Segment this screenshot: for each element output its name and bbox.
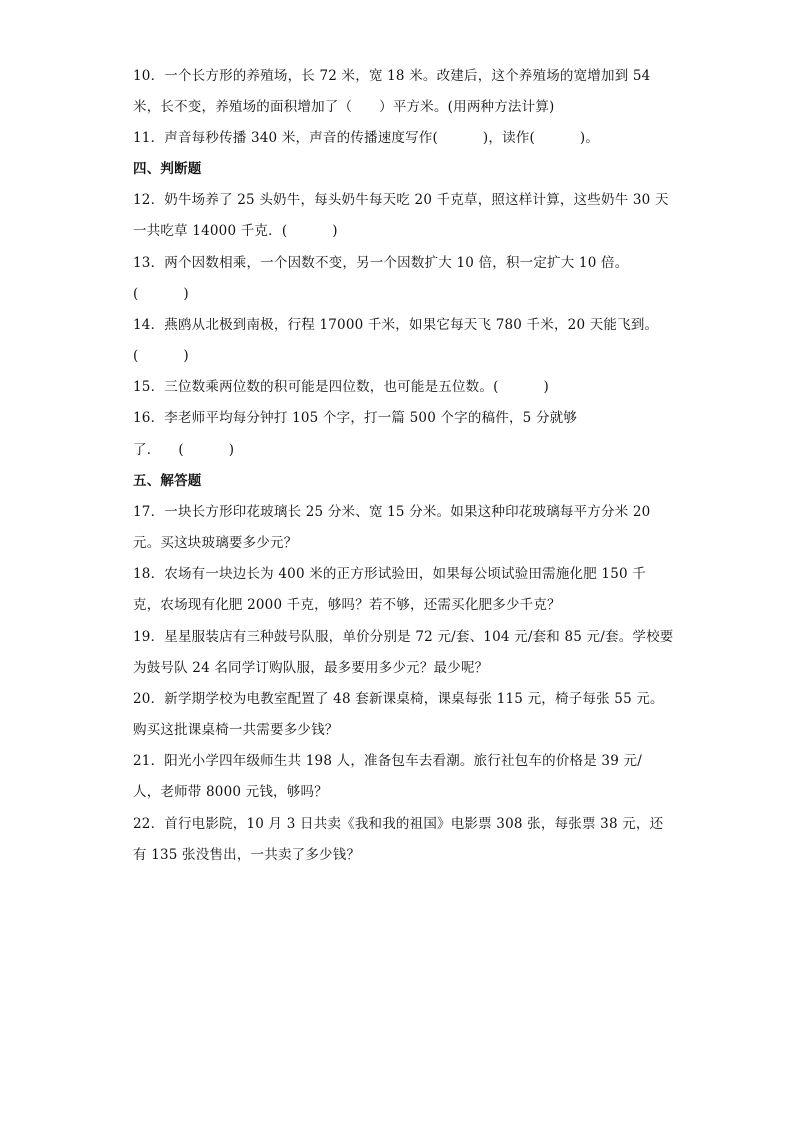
q15-line1: 15．三位数乘两位数的积可能是四位数，也可能是五位数。( ) <box>133 379 549 395</box>
q16-line1: 16．李老师平均每分钟打 105 个字，打一篇 500 个字的稿件，5 分就够 <box>133 410 578 426</box>
q17-line2: 元。买这块玻璃要多少元？ <box>133 535 298 551</box>
q22-line2: 有 135 张没售出，一共卖了多少钱？ <box>133 847 361 863</box>
q12-line2: 一共吃草 14000 千克．( ) <box>133 223 338 239</box>
q10-line2: 米，长不变，养殖场的面积增加了（ ）平方米。(用两种方法计算) <box>133 99 555 115</box>
q13-line1: 13．两个因数相乘，一个因数不变，另一个因数扩大 10 倍，积一定扩大 10 倍。 <box>133 255 629 271</box>
q10-line1: 10．一个长方形的养殖场，长 72 米，宽 18 米。改建后，这个养殖场的宽增加到 54 <box>133 68 651 84</box>
q18-line2: 克，农场现有化肥 2000 千克，够吗？若不够，还需买化肥多少千克？ <box>133 597 561 613</box>
section-heading-answers: 五、解答题 <box>133 473 202 489</box>
q14-line2: ( ) <box>133 348 189 364</box>
q22-line1: 22．首行电影院，10 月 3 日共卖《我和我的祖国》电影票 308 张，每张票 38 元，还 <box>133 816 664 832</box>
q14-line1: 14．燕鸥从北极到南极，行程 17000 千米，如果它每天飞 780 千米，20 天能飞到。 <box>133 317 659 333</box>
q18-line1: 18．农场有一块边长为 400 米的正方形试验田，如果每公顷试验田需施化肥 150 千 <box>133 566 646 582</box>
q20-line1: 20．新学期学校为电教室配置了 48 套新课桌椅，课桌每张 115 元，椅子每张 55 元。 <box>133 691 664 707</box>
q11-line1: 11．声音每秒传播 340 米，声音的传播速度写作( )，读作( )。 <box>133 130 600 146</box>
q13-line2: ( ) <box>133 286 189 302</box>
q12-line1: 12．奶牛场养了 25 头奶牛，每头奶牛每天吃 20 千克草，照这样计算，这些奶牛 30 天 <box>133 192 669 208</box>
q21-line2: 人，老师带 8000 元钱，够吗？ <box>133 784 328 800</box>
q17-line1: 17．一块长方形印花玻璃长 25 分米、宽 15 分米。如果这种印花玻璃每平方分米 20 <box>133 504 651 520</box>
q19-line1: 19．星星服装店有三种鼓号队服，单价分别是 72 元/套、104 元/套和 85 元/套。学校要 <box>133 629 674 645</box>
section-heading-judgment: 四、判断题 <box>133 161 202 177</box>
q20-line2: 购买这批课桌椅一共需要多少钱？ <box>133 722 339 738</box>
q19-line2: 为鼓号队 24 名同学订购队服，最多要用多少元？最少呢？ <box>133 660 489 676</box>
q16-line2: 了． ( ) <box>133 442 235 458</box>
q21-line1: 21．阳光小学四年级师生共 198 人，准备包车去看潮。旅行社包车的价格是 39 元/ <box>133 753 642 769</box>
